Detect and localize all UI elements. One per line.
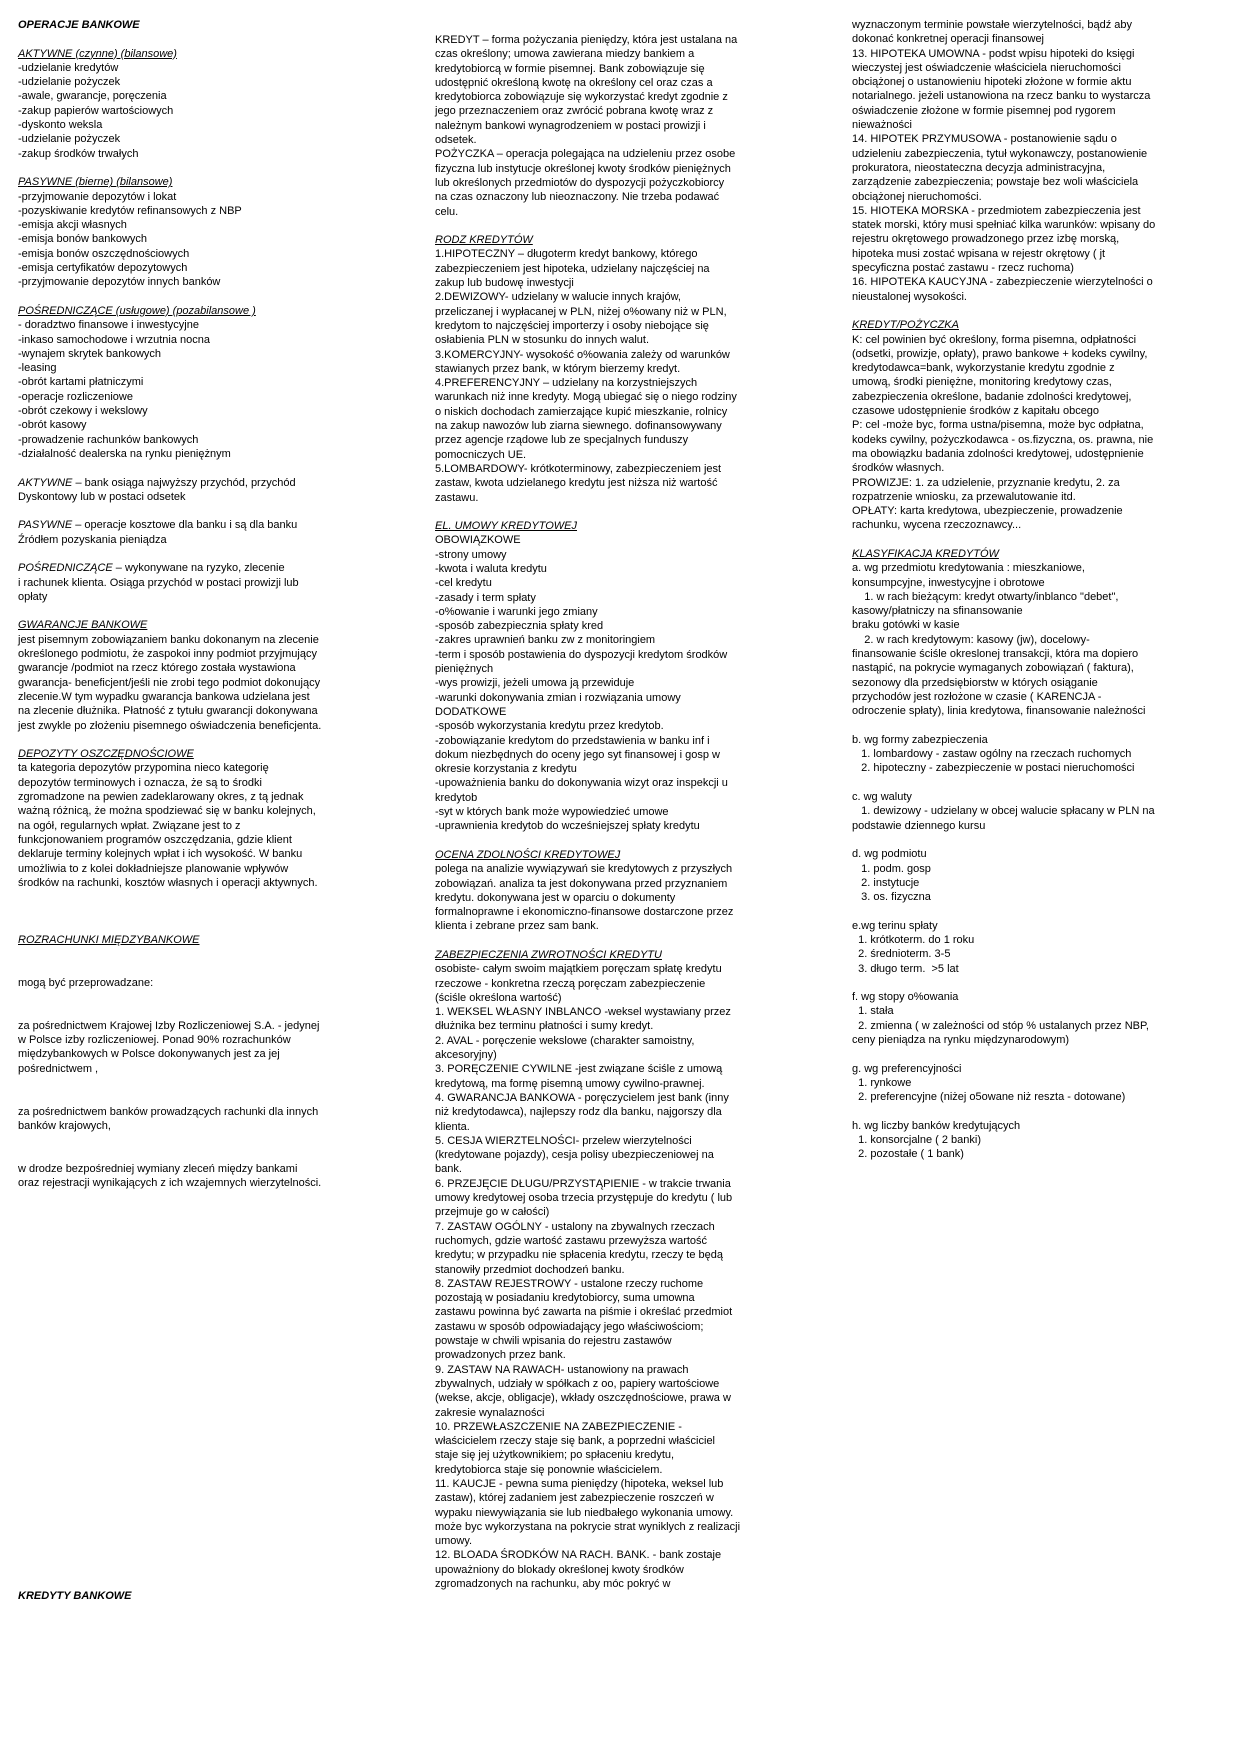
text-line: przychodów jest rozłożone w czasie ( KARENCJA - bbox=[852, 690, 1102, 703]
text-line: odroczenie spłaty), linia kredytowa, finansowanie należności bbox=[852, 705, 1146, 718]
text-line: OPŁATY: karta kredytowa, ubezpieczenie, prowadzenie bbox=[852, 505, 1123, 518]
text-line: -term i sposób postawienia do dyspozycji kredytom środków bbox=[435, 648, 728, 661]
text-line: niż kredytodawca), najlepszy rodz dla banku, najgorszy dla bbox=[435, 1106, 722, 1119]
text-line: 1. dewizowy - udzielany w obcej walucie spłacany w PLN na bbox=[852, 805, 1155, 818]
list-rodzaje-kredytow bbox=[435, 247, 790, 504]
text-line: obciążonej o ustanowieniu hipoteki złożone w formie aktu bbox=[852, 76, 1132, 89]
section-heading-gwarancje: GWARANCJE BANKOWE bbox=[18, 619, 148, 632]
text-line: 8. ZASTAW REJESTROWY - ustalone rzeczy ruchome bbox=[435, 1277, 704, 1290]
text-line: 1. rynkowe bbox=[852, 1076, 912, 1089]
text-line: celu. bbox=[435, 205, 459, 218]
text-line: 2. instytucje bbox=[852, 876, 920, 889]
document-title: OPERACJE BANKOWE bbox=[18, 19, 140, 31]
text-line: 11. KAUCJE - pewna suma pieniędzy (hipoteka, weksel lub bbox=[435, 1477, 724, 1490]
text-line: -emisja certyfikatów depozytowych bbox=[18, 262, 188, 275]
klasyfikacja-g bbox=[852, 1062, 1207, 1105]
text-line: kodeks cywilny, pożyczkodawca - os.fizyczna, os. prawna, nie bbox=[852, 433, 1154, 446]
text-line: gwarancje /podmiot na rzecz którego została wystawiona bbox=[18, 662, 296, 675]
text-line: pomocniczych UE. bbox=[435, 448, 527, 461]
text-line: kredytodawca=bank, wykorzystanie kredytu zgodnie z bbox=[852, 362, 1115, 375]
list-zabezpieczenia-continued bbox=[852, 18, 1207, 304]
text-line: - doradztwo finansowe i inwestycyjne bbox=[18, 319, 199, 332]
text-line: wyznaczonym terminie powstałe wierzytelności, bądź aby bbox=[852, 19, 1133, 31]
section-heading-umowa-kredytowa: EL. UMOWY KREDYTOWEJ bbox=[435, 520, 578, 533]
text-line: -dyskonto weksla bbox=[18, 119, 103, 132]
text-line: upoważniony do blokady określonej kwoty środków bbox=[435, 1563, 684, 1576]
klasyfikacja-f bbox=[852, 990, 1207, 1047]
section-heading-kredyt-pozyczka: KREDYT/POŻYCZKA bbox=[852, 319, 959, 332]
text-line: przejmuje go w całości) bbox=[435, 1206, 550, 1219]
text-line: DODATKOWE bbox=[435, 705, 507, 718]
text-line: 2.DEWIZOWY- udzielany w walucie innych krajów, bbox=[435, 291, 681, 304]
text-line: należnym bankowi wynagrodzeniem w postaci prowizji i bbox=[435, 119, 706, 132]
text-line: na zakup nawozów lub ziarna siewnego. dofinansowywany bbox=[435, 420, 722, 433]
text-line: wypaku niewywiązania sie lub niedbałego wykonania umowy. bbox=[435, 1506, 734, 1519]
text-line: d. wg podmiotu bbox=[852, 848, 927, 861]
text-line: a. wg przedmiotu kredytowania : mieszkaniowe, bbox=[852, 562, 1085, 575]
klasyfikacja-e bbox=[852, 919, 1207, 976]
text-line: jest pisemnym zobowiązaniem banku dokonanym na zlecenie bbox=[18, 633, 319, 646]
text-line: 2. średnioterm. 3-5 bbox=[852, 948, 951, 961]
text-line: -uprawnienia kredytob do wcześniejszej spłaty kredytu bbox=[435, 820, 700, 833]
text-line: -strony umowy bbox=[435, 548, 507, 561]
text-line: -prowadzenie rachunków bankowych bbox=[18, 433, 199, 446]
text-line: -inkaso samochodowe i wrzutnia nocna bbox=[18, 333, 210, 346]
text-line: ma obowiązku badania zdolności kredytowej, udostępnienie bbox=[852, 447, 1144, 460]
text-line: za pośrednictwem banków prowadzących rachunki dla innych bbox=[18, 1105, 319, 1118]
text-line: deklaruje terminy kolejnych wpłat i ich wysokość. W banku bbox=[18, 848, 303, 861]
text-line: zgromadzonych na rachunku, aby móc pokryć w bbox=[435, 1578, 671, 1591]
text-line: braku gotówki w kasie bbox=[852, 619, 960, 632]
text-line: -zakup środków trwałych bbox=[18, 147, 139, 160]
text-line: funkcjonowaniem programów oszczędzania, gdzie klient bbox=[18, 833, 292, 846]
text-line: dłużnika bez terminu płatności i sumy kredyt. bbox=[435, 1020, 654, 1033]
text-line: -awale, gwarancje, poręczenia bbox=[18, 90, 167, 103]
text-line: KREDYT – forma pożyczania pieniędzy, która jest ustalana na bbox=[435, 34, 738, 46]
text-line: depozytów terminowych i oznacza, że są to środki bbox=[18, 776, 262, 789]
paragraph-gwarancje bbox=[18, 633, 368, 733]
text-line: 1. konsorcjalne ( 2 banki) bbox=[852, 1134, 982, 1147]
text-line: międzybankowych w Polsce dokonywanych jest za jej bbox=[18, 1048, 280, 1061]
text-line: -obrót kartami płatniczymi bbox=[18, 376, 144, 389]
text-line: e.wg terinu spłaty bbox=[852, 919, 938, 932]
text-line: 7. ZASTAW OGÓLNY - ustalony na zbywalnych rzeczach bbox=[435, 1220, 715, 1233]
text-line: nastąpić, na pokrycie wymaganych zobowiązań ( faktura), bbox=[852, 662, 1134, 675]
text-line: f. wg stopy o%owania bbox=[852, 991, 959, 1004]
klasyfikacja-a bbox=[852, 561, 1207, 718]
text-line: 2. AVAL - poręczenie wekslowe (charakter samoistny, bbox=[435, 1034, 695, 1047]
klasyfikacja-d bbox=[852, 847, 1207, 904]
text-line: kredytob bbox=[435, 791, 478, 804]
text-line: -upoważnienia banku do dokonywania wizyt oraz inspekcji u bbox=[435, 777, 728, 790]
text-line: (kredytowane pojazdy), cesja polisy ubezpieczeniowej na bbox=[435, 1149, 714, 1162]
text-line: polega na analizie wywiązywań sie kredytowych z przyszłych bbox=[435, 863, 733, 876]
text-line: 12. BLOADA ŚRODKÓW NA RACH. BANK. - bank zostaje bbox=[435, 1549, 722, 1562]
text-line: -przyjmowanie depozytów i lokat bbox=[18, 190, 177, 203]
text-line: zastaw), której zadaniem jest zabezpieczenie roszczeń w bbox=[435, 1492, 714, 1505]
column-middle bbox=[435, 33, 790, 1591]
text-line: przeliczanej i wypłacanej w PLN, niżej o%owany niż w PLN, bbox=[435, 305, 727, 318]
text-line: zastaw, kwota udzielanego kredytu jest niższa niż wartość bbox=[435, 477, 718, 490]
column-right bbox=[852, 18, 1207, 1162]
text-line: udostępnić określoną kwotę na określony cel oraz czas a bbox=[435, 76, 713, 89]
text-line: POŻYCZKA – operacja polegająca na udzieleniu przez osobe bbox=[435, 148, 736, 161]
paragraph-ocena-zdolnosci bbox=[435, 862, 790, 933]
text-line: dokonać konkretnej operacji finansowej bbox=[852, 33, 1045, 46]
text-line: 3. PORĘCZENIE CYWILNE -jest związane ściśle z umową bbox=[435, 1063, 723, 1076]
section-heading-ocena-zdolnosci: OCENA ZDOLNOŚCI KREDYTOWEJ bbox=[435, 848, 621, 861]
text-line: na czas oznaczony lub nieoznaczony. Nie trzeba podawać bbox=[435, 191, 720, 204]
text-line: -o%owanie i warunki jego zmiany bbox=[435, 605, 598, 618]
text-line: -działalność dealerska na rynku pieniężnym bbox=[18, 447, 231, 460]
text-line: ta kategoria depozytów przypomina nieco kategorię bbox=[18, 762, 269, 775]
text-line: -wys prowizji, jeżeli umowa ją przewiduje bbox=[435, 677, 635, 690]
text-line: czas określony; umowa zawierana miedzy bankiem a bbox=[435, 48, 695, 61]
text-line: (ściśle określona wartość) bbox=[435, 991, 562, 1004]
paragraph-kredyt-vs-pozyczka bbox=[852, 333, 1207, 533]
text-line: -kwota i waluta kredytu bbox=[435, 562, 547, 575]
text-line: pośrednictwem , bbox=[18, 1062, 99, 1075]
text-line: 13. HIPOTEKA UMOWNA - podst wpisu hipoteki do księgi bbox=[852, 47, 1135, 60]
text-line: rzeczowe - konkretna rzeczą poręczam zabezpieczenie bbox=[435, 977, 706, 990]
text-line: konsumpcyjne, inwestycyjne i obrotowe bbox=[852, 576, 1045, 589]
definition-aktywne: AKTYWNE – bank osiąga najwyższy przychód, przychód Dyskontowy lub w postaci odsetek bbox=[18, 476, 296, 503]
text-line: na zlecenie dłużnika. Płatność z tytułu gwarancji dokonywana bbox=[18, 705, 318, 718]
text-line: umowy. bbox=[435, 1535, 473, 1548]
text-line: 2. hipoteczny - zabezpieczenie w postaci nieruchomości bbox=[852, 762, 1135, 775]
text-line: -obrót czekowy i wekslowy bbox=[18, 405, 148, 418]
section-heading-rodzaje-kredytow: RODZ KREDYTÓW bbox=[435, 234, 533, 247]
text-line: odsetek. bbox=[435, 134, 477, 147]
text-line: kredytową, ma formę pisemną umowy cywilno-prawnej. bbox=[435, 1077, 705, 1090]
text-line: obciążonej nieruchomości. bbox=[852, 190, 982, 203]
text-line: stanowiły przedmiot dochodzeń banku. bbox=[435, 1263, 625, 1276]
text-line: kredytobiorcą w formie pisemnej. Bank zobowiązuje się bbox=[435, 62, 705, 75]
text-line: h. wg liczby banków kredytujących bbox=[852, 1119, 1021, 1132]
section-title-kredyty-bankowe: KREDYTY BANKOWE bbox=[18, 1590, 132, 1602]
text-line: 1. WEKSEL WŁASNY INBLANCO -weksel wystawiany przez bbox=[435, 1006, 731, 1019]
text-line: statek morski, który musi spełniać kilka warunków: wpisany do bbox=[852, 219, 1156, 232]
text-line: 2. w rach kredytowym: kasowy (jw), docelowy- bbox=[852, 633, 1090, 646]
text-line: kasowy/płatniczy na sfinansowanie bbox=[852, 605, 1023, 618]
text-line: 3. os. fizyczna bbox=[852, 891, 931, 904]
definition-pasywne: PASYWNE – operacje kosztowe dla banku i są dla banku Źródłem pozyskania pieniądza bbox=[18, 519, 298, 546]
text-line: określonego podmiotu, że zaspokoi inny podmiot przyjmujący bbox=[18, 648, 317, 661]
text-line: g. wg preferencyjności bbox=[852, 1062, 962, 1075]
text-line: 14. HIPOTEK PRZYMUSOWA - postanowienie sądu o bbox=[852, 133, 1117, 146]
text-line: 10. PRZEWŁASZCZENIE NA ZABEZPIECZENIE - bbox=[435, 1420, 682, 1433]
list-zabezpieczenia bbox=[435, 962, 790, 1591]
text-line: hipoteka musi zostać wpisana w rejestr okrętowy ( jt bbox=[852, 247, 1106, 260]
text-line: umożliwia to z kolei dokładniejsze planowanie wpływów bbox=[18, 862, 289, 875]
text-line: zastawu. bbox=[435, 491, 479, 504]
text-line: stawianych przez bank, w którym bierzemy kredyt. bbox=[435, 362, 681, 375]
text-line: oświadczenie złożone w formie pisemnej pod rygorem bbox=[852, 104, 1116, 117]
text-line: PROWIZJE: 1. za udzielenie, przyznanie kredytu, 2. za bbox=[852, 476, 1120, 489]
text-line: lub określonych przedmiotów do dyspozycji pożyczkobiorcy bbox=[435, 176, 725, 189]
rozrachunki-paragraph-1 bbox=[18, 1019, 368, 1076]
text-line: umową, środki pieniężne, monitoring kredytowy czas, bbox=[852, 376, 1112, 389]
text-line: zobowiązań. analiza ta jest dokonywana przed przyznaniem bbox=[435, 877, 728, 890]
text-line: 4.PREFERENCYJNY – udzielany na korzystniejszych bbox=[435, 377, 698, 390]
text-line: -cel kredytu bbox=[435, 577, 492, 590]
text-line: 1.HIPOTECZNY – długoterm kredyt bankowy, którego bbox=[435, 248, 698, 261]
text-line: 2. preferencyjne (niżej o5owane niż reszta - dotowane) bbox=[852, 1091, 1126, 1104]
text-line: rozpatrzenie wniosku, za przewalutowanie itd. bbox=[852, 490, 1076, 503]
text-line: nieustalonej wysokości. bbox=[852, 290, 967, 303]
text-line: -zakres uprawnień banku zw z monitoringiem bbox=[435, 634, 656, 647]
text-line: ruchomych, gdzie wartość zastawu przewyższa wartość bbox=[435, 1234, 708, 1247]
text-line: dokum niezbędnych do oceny jego syt finansowej i gosp w bbox=[435, 748, 720, 761]
text-line: -sposób wykorzystania kredytu przez kredytob. bbox=[435, 720, 664, 733]
text-line: oraz rejestracji wynikających z ich wzajemnych wierzytelności. bbox=[18, 1177, 322, 1190]
text-line: c. wg waluty bbox=[852, 791, 912, 804]
text-line: właścicielem rzeczy staje się bank, a poprzedni właściciel bbox=[435, 1435, 716, 1448]
section-heading-rozrachunki: ROZRACHUNKI MIĘDZYBANKOWE bbox=[18, 934, 200, 946]
text-line: -obrót kasowy bbox=[18, 419, 87, 432]
text-line: w Polsce izby rozliczeniowej. Ponad 90% rozrachunków bbox=[18, 1034, 291, 1047]
text-line: -emisja akcji własnych bbox=[18, 219, 127, 232]
definition-label: AKTYWNE bbox=[18, 476, 73, 489]
text-line: banków krajowych, bbox=[18, 1119, 111, 1132]
text-line: przez agencje rządowe lub ze specjalnych funduszy bbox=[435, 434, 689, 447]
text-line: kredytobiorca staje się ponownie właścicielem. bbox=[435, 1463, 663, 1476]
text-line: zarządzenie zabezpieczenia; powstaje bez woli właściciela bbox=[852, 176, 1139, 189]
text-line: sezonowy dla przedsiębiorstw w których osiąganie bbox=[852, 676, 1098, 689]
text-line: klienta. bbox=[435, 1120, 470, 1133]
text-line: -leasing bbox=[18, 362, 57, 375]
klasyfikacja-b bbox=[852, 733, 1207, 776]
section-heading-klasyfikacja: KLASYFIKACJA KREDYTÓW bbox=[852, 547, 999, 560]
text-line: 1. stała bbox=[852, 1005, 894, 1018]
text-line: finansowanie ściśle okreslonej transakcji, która ma dopiero bbox=[852, 648, 1139, 661]
text-line: -emisja bonów bankowych bbox=[18, 233, 148, 246]
text-line: o niskich dochodach zamierzające kupić mieszkanie, rolnicy bbox=[435, 405, 728, 418]
text-line: -udzielanie kredytów bbox=[18, 61, 119, 74]
text-line: 6. PRZEJĘCIE DŁUGU/PRZYSTĄPIENIE - w trakcie trwania bbox=[435, 1177, 731, 1190]
text-line: -warunki dokonywania zmian i rozwiązania umowy bbox=[435, 691, 681, 704]
text-line: kredytu; w przypadku nie spłacenia kredytu, rzeczy te będą bbox=[435, 1249, 723, 1262]
text-line: (odsetki, prowizje, opłaty), prawo bankowe + kodeks cywilny, bbox=[852, 347, 1148, 360]
text-line: pozostają w posiadaniu kredytobiorcy, suma umowna bbox=[435, 1292, 695, 1305]
text-line: 16. HIPOTEKA KAUCYJNA - zabezpieczenie wierzytelności o bbox=[852, 276, 1153, 289]
list-umowa-kredytowa bbox=[435, 533, 790, 833]
text-line: klienta i zebrane przez sam bank. bbox=[435, 920, 599, 933]
text-line: zakup lub budowę inwestycji bbox=[435, 277, 574, 290]
rozrachunki-paragraph-2 bbox=[18, 1105, 368, 1134]
text-line: b. wg formy zabezpieczenia bbox=[852, 733, 988, 746]
text-line: zabezpieczeniem jest hipoteka, udzielany najczęściej na bbox=[435, 262, 710, 275]
text-line: 1. lombardowy - zastaw ogólny na rzeczach ruchomych bbox=[852, 748, 1132, 761]
text-line: 9. ZASTAW NA RAWACH- ustanowiony na prawach bbox=[435, 1363, 689, 1376]
text-line: 2. pozostałe ( 1 bank) bbox=[852, 1148, 964, 1161]
text-line: kredytom to najczęściej importerzy i osoby niebojące się bbox=[435, 319, 709, 332]
text-line: środków na rachunki, kosztów własnych i operacji aktywnych. bbox=[18, 876, 318, 889]
definition-label: POŚREDNICZĄCE bbox=[18, 562, 113, 575]
text-line: zabezpieczenia określone, badanie zdolności kredytowej, bbox=[852, 390, 1132, 403]
text-line: osłabienia PLN w stosunku do innych walut. bbox=[435, 334, 650, 347]
text-line: warunkach niż inne kredyty. Mogą ubiegać się o niego rodziny bbox=[435, 391, 737, 404]
text-line: 5.LOMBARDOWY- krótkoterminowy, zabezpieczeniem jest bbox=[435, 462, 722, 475]
text-line: -operacje rozliczeniowe bbox=[18, 390, 133, 403]
text-line: formalnoprawne i ekonomiczno-finansowe dostarczone przez bbox=[435, 906, 734, 919]
text-line: środków własnych. bbox=[852, 462, 945, 475]
text-line: OBOWIĄZKOWE bbox=[435, 534, 521, 547]
text-line: rejestru okrętowego prowadzonego przez izbę morską, bbox=[852, 233, 1120, 246]
text-line: zbywalnych, udziały w spółkach z oo, papiery wartościowe bbox=[435, 1377, 720, 1390]
text-line: zgromadzone na pewien zadeklarowany okres, z tą jednak bbox=[18, 791, 304, 804]
text-line: podstawie dziennego kursu bbox=[852, 819, 986, 832]
text-line: (wekse, akcje, obligacje), wkłady oszczędnościowe, prawa w bbox=[435, 1392, 731, 1405]
text-line: bank. bbox=[435, 1163, 462, 1176]
text-line: zastawu powinna być zawarta na piśmie i określać przedmiot bbox=[435, 1306, 733, 1319]
section-heading-aktywne: AKTYWNE (czynne) (bilansowe) bbox=[18, 47, 177, 60]
text-line: gwarancja- beneficjent/jeśli nie zrobi tego podmiot dokonujący bbox=[18, 676, 321, 689]
text-line: umowy kredytowej osoba trzecia przystępuje do kredytu ( lub bbox=[435, 1192, 733, 1205]
klasyfikacja-c bbox=[852, 790, 1207, 833]
column-left bbox=[18, 18, 368, 1190]
text-line: -zobowiązanie kredytom do przedstawienia w banku inf i bbox=[435, 734, 710, 747]
text-line: specyficzna postać zastawu - rzecz ruchoma) bbox=[852, 262, 1074, 275]
text-line: zastawu w sposób odpowiadający jego właściwościom; bbox=[435, 1320, 704, 1333]
text-line: zakresie wynalazności bbox=[435, 1406, 545, 1419]
text-line: okresie korzystania z kredytu bbox=[435, 763, 577, 776]
text-line: -udzielanie pożyczek bbox=[18, 76, 121, 89]
paragraph-depozyty bbox=[18, 761, 368, 890]
text-line: udzieleniu zabezpieczenia, tytuł wykonawczy, postanowienie bbox=[852, 147, 1148, 160]
text-line: -wynajem skrytek bankowych bbox=[18, 347, 162, 360]
section-heading-pasywne: PASYWNE (bierne) (bilansowe) bbox=[18, 176, 173, 189]
text-line: -zakup papierów wartościowych bbox=[18, 104, 174, 117]
text-line: 1. podm. gosp bbox=[852, 862, 931, 875]
list-aktywne bbox=[18, 61, 368, 161]
text-line: -emisja bonów oszczędnościowych bbox=[18, 247, 190, 260]
text-line: nieważności bbox=[852, 119, 912, 132]
text-line: 4. GWARANCJA BANKOWA - poręczycielem jest bank (inny bbox=[435, 1091, 729, 1104]
text-line: staje się jej użytkownikiem; po spłaceniu kredytu, bbox=[435, 1449, 675, 1462]
rozrachunki-intro: mogą być przeprowadzane: bbox=[18, 976, 154, 989]
list-pasywne bbox=[18, 190, 368, 290]
text-line: jego przeznaczeniem oraz zwrócić pobrana kwotę wraz z bbox=[435, 105, 714, 118]
text-line: -zasady i term spłaty bbox=[435, 591, 536, 604]
list-posredniczace bbox=[18, 318, 368, 461]
text-line: 5. CESJA WIERZTELNOŚCI- przelew wierzytelności bbox=[435, 1134, 692, 1147]
text-line: rachunku, wycena rzeczoznawcy... bbox=[852, 519, 1022, 532]
rozrachunki-paragraph-3 bbox=[18, 1162, 368, 1191]
text-line: akcesoryjny) bbox=[435, 1049, 497, 1062]
text-line: osobiste- całym swoim majątkiem poręczam spłatę kredytu bbox=[435, 963, 722, 976]
text-line: fizyczna lub instytucje określonej kwoty środków pieniężnych bbox=[435, 162, 731, 175]
text-line: 3. długo term. >5 lat bbox=[852, 962, 959, 975]
text-line: 1. krótkoterm. do 1 roku bbox=[852, 934, 975, 946]
text-line: 15. HIOTEKA MORSKA - przedmiotem zabezpieczenia jest bbox=[852, 204, 1141, 217]
text-line: czasowe udostępnienie środków z kapitału obcego bbox=[852, 405, 1100, 418]
text-line: na ogół, regularnych wpłat. Związane jest to z bbox=[18, 819, 241, 832]
text-line: K: cel powinien być określony, forma pisemna, odpłatności bbox=[852, 333, 1137, 346]
text-line: prokuratora, nieostateczna decyzja administracyjna, bbox=[852, 161, 1106, 174]
definition-label: PASYWNE bbox=[18, 519, 73, 532]
text-line: 2. zmienna ( w zależności od stóp % ustalanych przez NBP, bbox=[852, 1019, 1149, 1032]
text-line: powstaje w chwili wpisania do rejestru zastawów bbox=[435, 1335, 672, 1348]
text-line: -przyjmowanie depozytów innych banków bbox=[18, 276, 221, 289]
text-line: ważną różnicą, że można spodziewać się w banku kolejnych, bbox=[18, 805, 316, 818]
text-line: P: cel -może byc, forma ustna/pisemna, może byc odpłatna, bbox=[852, 419, 1144, 432]
text-line: -pozyskiwanie kredytów refinansowych z NBP bbox=[18, 204, 242, 217]
text-line: może byc wykorzystana na pokrycie strat wyniklych z realizacji bbox=[435, 1520, 741, 1533]
text-line: wieczystej jest oświadczenie właściciela nieruchomości bbox=[852, 61, 1121, 74]
text-line: za pośrednictwem Krajowej Izby Rozliczeniowej S.A. - jedynej bbox=[18, 1019, 320, 1032]
klasyfikacja-h bbox=[852, 1119, 1207, 1162]
text-line: -sposób zabezpiecznia spłaty kred bbox=[435, 620, 604, 633]
text-line: -syt w których bank może wypowiedzieć umowe bbox=[435, 806, 669, 819]
text-line: kredytobiorca zobowiązuje się wykorzystać kredyt zgodnie z bbox=[435, 91, 728, 104]
text-line: -udzielanie pożyczek bbox=[18, 133, 121, 146]
section-heading-zabezpieczenia: ZABEZPIECZENIA ZWROTNOŚCI KREDYTU bbox=[435, 949, 662, 961]
text-line: kredytu. dokonywana jest w oparciu o dokumenty bbox=[435, 891, 676, 904]
section-heading-posredniczace: POŚREDNICZĄCE (usługowe) (pozabilansowe ) bbox=[18, 304, 256, 317]
text-line: w drodze bezpośredniej wymiany zleceń między bankami bbox=[18, 1162, 298, 1175]
text-line: jest zwykle po złożeniu pisemnego oświadczenia beneficjenta. bbox=[18, 719, 322, 732]
text-line: notarialnego. jeżeli ustanowiona na rzecz banku to wystarcza bbox=[852, 90, 1151, 103]
text-line: prowadzonych przez bank. bbox=[435, 1349, 566, 1362]
paragraph-kredyt-pozyczka bbox=[435, 33, 790, 219]
text-line: ceny pieniądza na rynku międzynarodowym) bbox=[852, 1034, 1070, 1047]
definition-posredniczace: POŚREDNICZĄCE – wykonywane na ryzyko, zlecenie i rachunek klienta. Osiąga przychód w postaci prowizji lub opłaty bbox=[18, 562, 299, 603]
text-line: zlecenie.W tym wypadku gwarancja bankowa udzielana jest bbox=[18, 690, 310, 703]
section-heading-depozyty: DEPOZYTY OSZCZĘDNOŚCIOWE bbox=[18, 748, 194, 761]
text-line: 1. w rach bieżącym: kredyt otwarty/inblanco "debet", bbox=[852, 590, 1119, 603]
text-line: 3.KOMERCYJNY- wysokość o%owania zależy od warunków bbox=[435, 348, 730, 361]
text-line: pieniężnych bbox=[435, 663, 494, 676]
